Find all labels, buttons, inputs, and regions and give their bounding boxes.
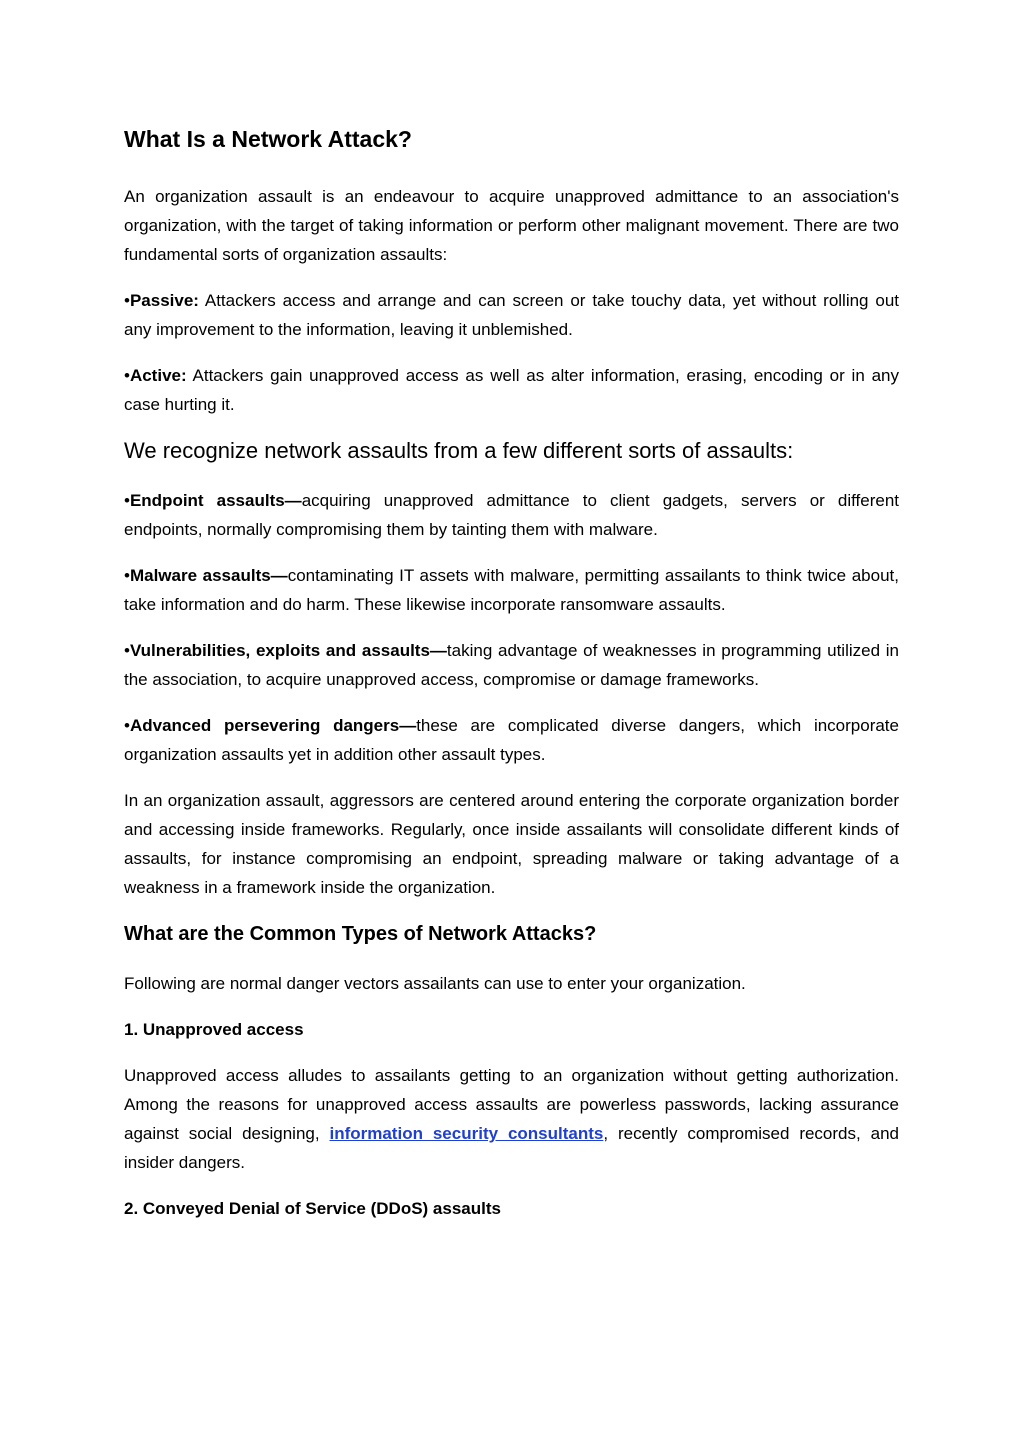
definition-advanced: these are complicated diverse dangers, which incorporate organization assaults yet in addition other assault types. — [124, 716, 899, 764]
definition-active: Attackers gain unapproved access as well as alter information, erasing, encoding or in any case hurting it. — [124, 366, 899, 414]
assault-type-vulnerabilities — [124, 636, 899, 694]
assault-type-advanced — [124, 711, 899, 769]
attack-kind-passive — [124, 286, 899, 344]
definition-passive: Attackers access and arrange and can screen or take touchy data, yet without rolling out any improvement to the information, leaving it unblemished. — [124, 291, 899, 339]
term-malware: Malware assaults— — [129, 566, 288, 585]
item-1-title: 1. Unapproved access — [124, 1020, 304, 1039]
summary-paragraph: In an organization assault, aggressors are centered around entering the corporate organization border and accessing inside frameworks. Regularly, once inside assailants will consolidate different kinds of assaults, for instance compromising an endpoint, spreading malware or taking advantage of a weakness in a framework inside the organization. — [124, 791, 899, 897]
section-heading: What are the Common Types of Network Attacks? — [124, 923, 597, 945]
consultants-link[interactable]: information security consultants — [329, 1124, 604, 1143]
term-advanced: Advanced persevering dangers— — [129, 716, 417, 735]
bullet: • — [124, 716, 130, 735]
term-active: Active: — [129, 366, 187, 385]
assault-type-malware — [124, 561, 899, 619]
attack-kind-active — [124, 361, 899, 419]
bullet: • — [124, 366, 130, 385]
document-content — [124, 124, 899, 1223]
term-endpoint: Endpoint assaults— — [129, 491, 302, 510]
item-1-paragraph — [124, 1061, 899, 1177]
subheading: We recognize network assaults from a few different sorts of assaults: — [124, 438, 794, 463]
item-1-text-before: Unapproved access alludes to assailants getting to an organization without getting authorization. Among the reasons for unapproved access assaults are powerless passwords, lacking assurance against social designing, — [124, 1066, 899, 1143]
bullet: • — [124, 291, 130, 310]
page-title: What Is a Network Attack? — [124, 126, 412, 152]
definition-malware: contaminating IT assets with malware, permitting assailants to think twice about, take information and do harm. These likewise incorporate ransomware assaults. — [124, 566, 899, 614]
item-1-text-after: , recently compromised records, and insider dangers. — [124, 1124, 899, 1172]
bullet: • — [124, 491, 130, 510]
term-passive: Passive: — [129, 291, 199, 310]
bullet: • — [124, 566, 130, 585]
bullet: • — [124, 641, 130, 660]
definition-vulnerabilities: taking advantage of weaknesses in programming utilized in the association, to acquire unapproved access, compromise or damage frameworks. — [124, 641, 899, 689]
assault-type-endpoint — [124, 486, 899, 544]
definition-endpoint: acquiring unapproved admittance to client gadgets, servers or different endpoints, normally compromising them by tainting them with malware. — [124, 491, 899, 539]
term-vulnerabilities: Vulnerabilities, exploits and assaults— — [129, 641, 447, 660]
item-2-title: 2. Conveyed Denial of Service (DDoS) assaults — [124, 1199, 501, 1218]
section-intro: Following are normal danger vectors assailants can use to enter your organization. — [124, 974, 746, 993]
intro-paragraph: An organization assault is an endeavour to acquire unapproved admittance to an association's organization, with the target of taking information or perform other malignant movement. There are two fundamental sorts of organization assaults: — [124, 187, 899, 264]
